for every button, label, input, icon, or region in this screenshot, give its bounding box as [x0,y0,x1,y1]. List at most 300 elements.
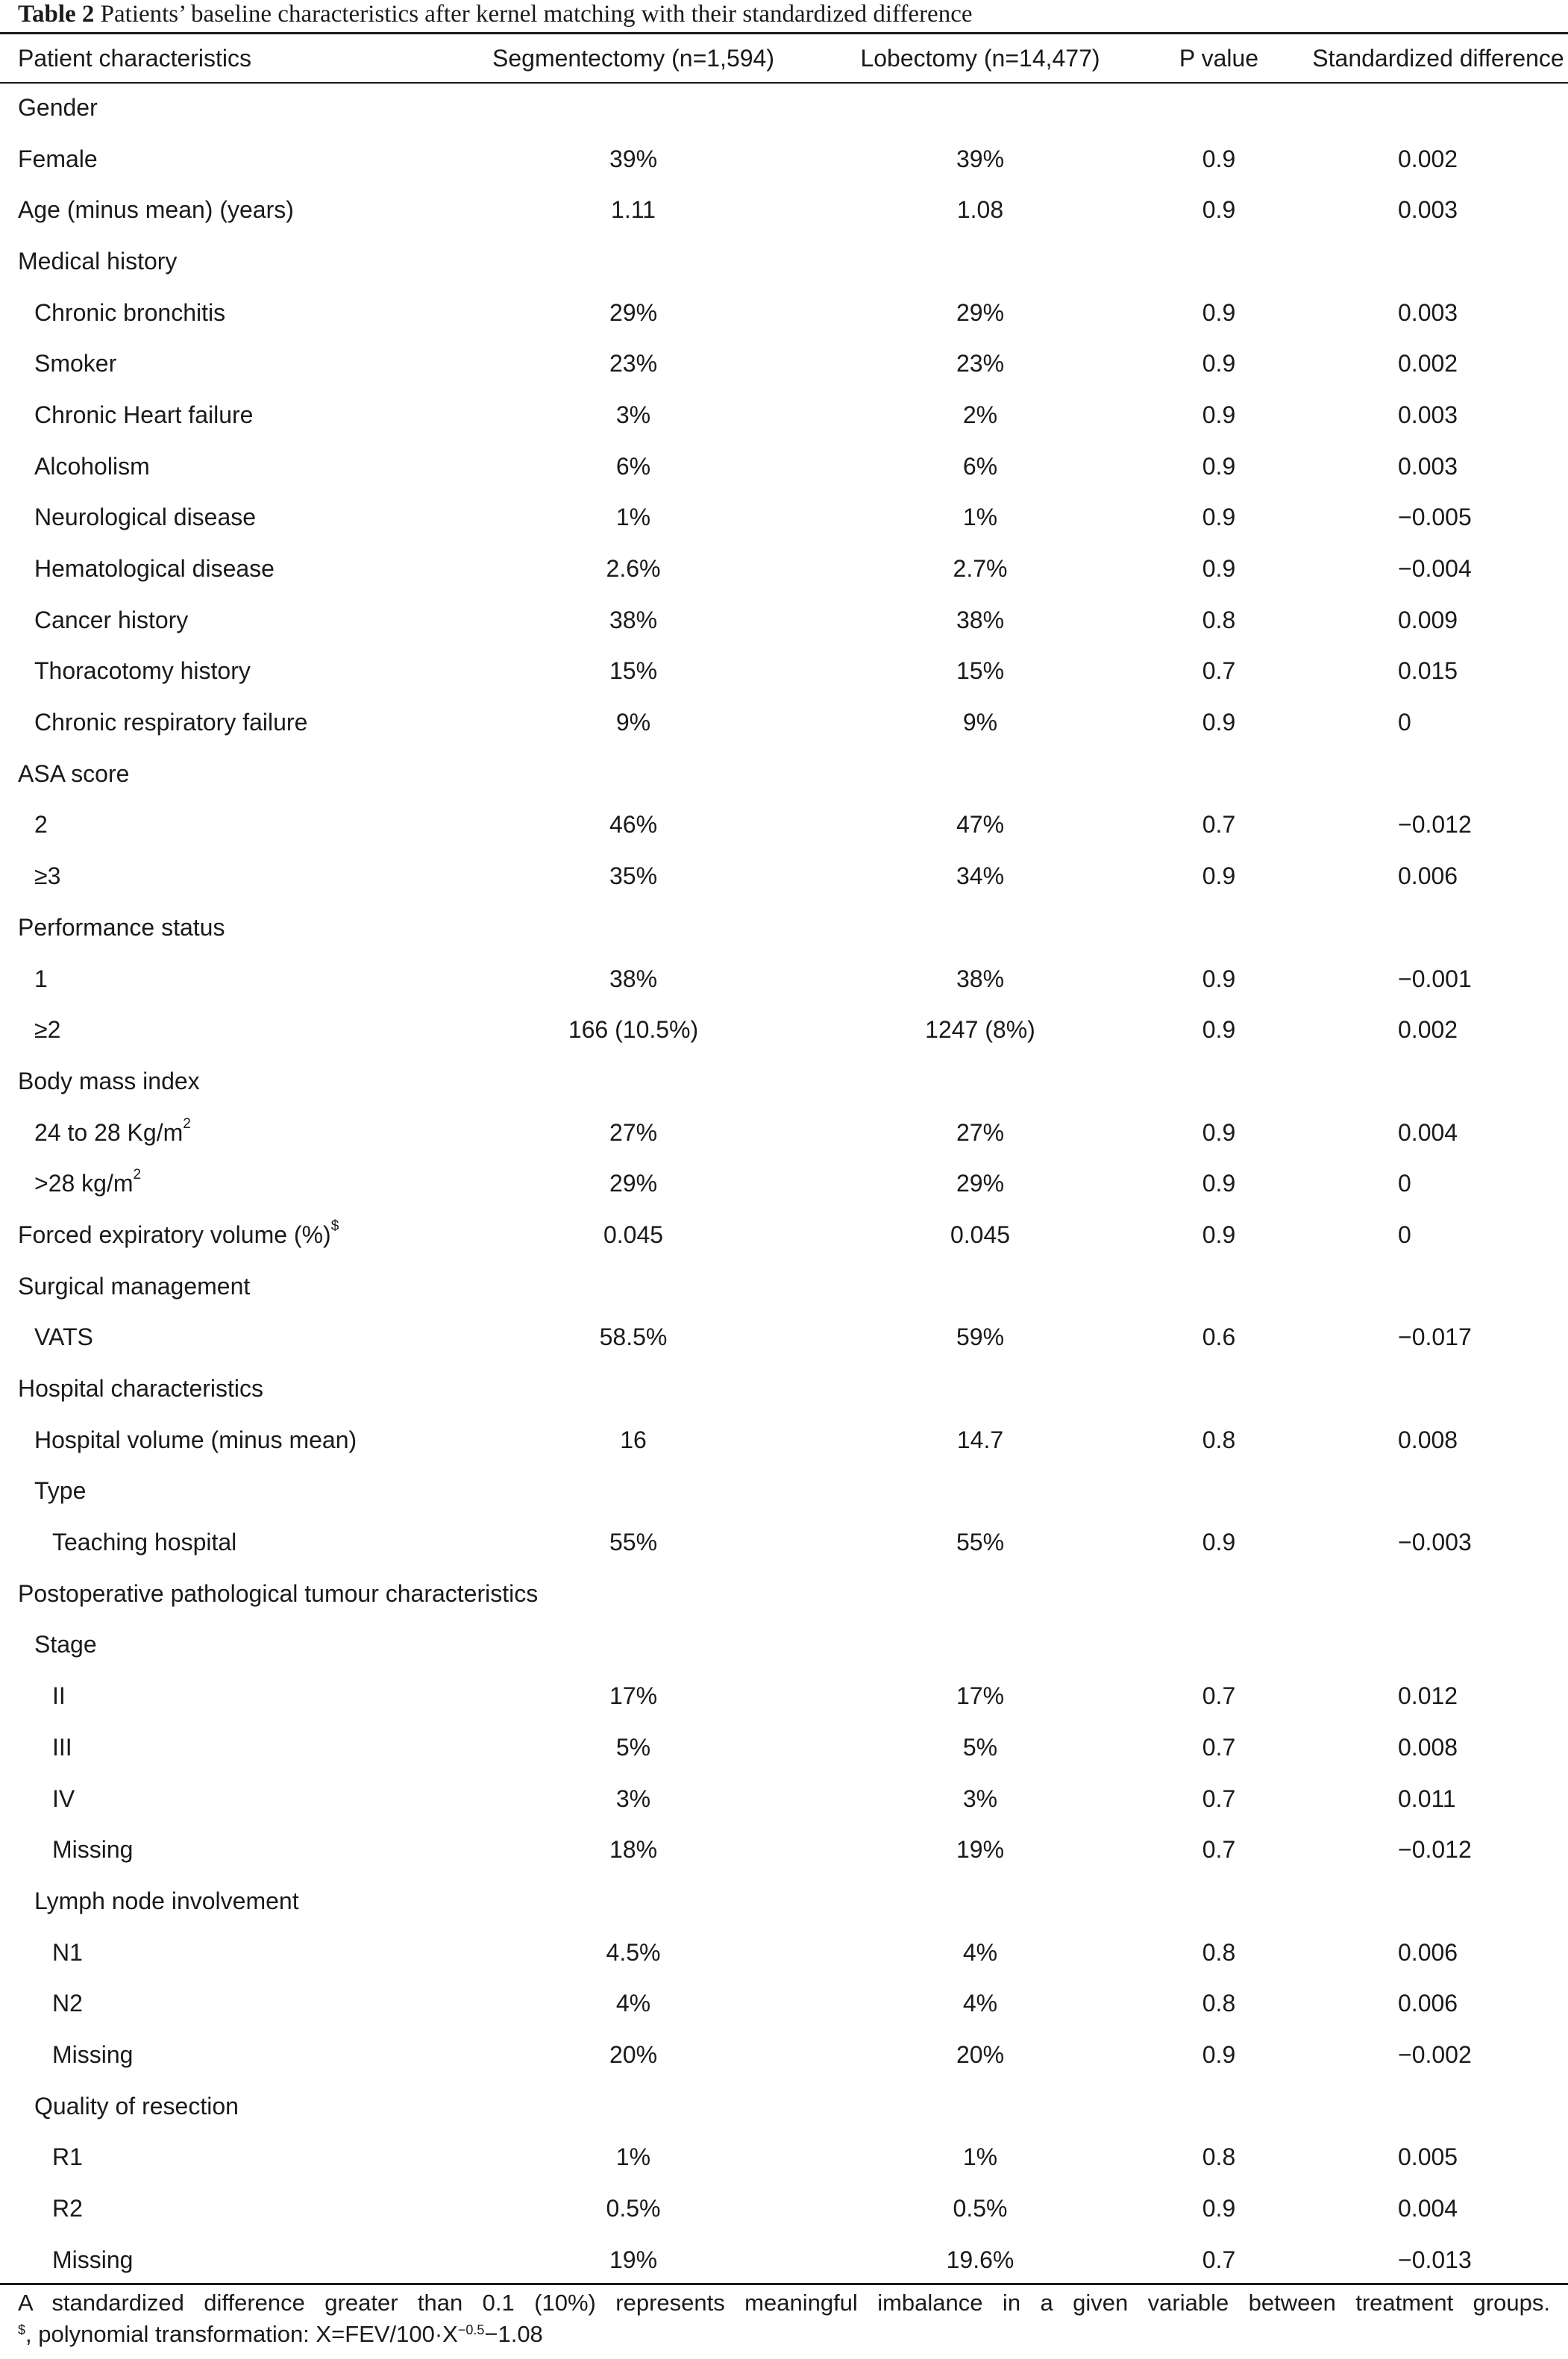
row-label [0,236,436,287]
header-standardized-difference: Standardized difference [1312,44,1564,72]
row-label [0,1927,436,1979]
p-value-cell: 0.9 [1202,1016,1236,1044]
lobectomy-cell [831,1056,1129,1107]
row-label-text: Stage [34,1631,97,1658]
row-label-text: Medical history [18,247,178,275]
p-value-cell: 0.9 [1202,1118,1236,1146]
lobectomy-cell: 39% [956,145,1005,172]
row-label-text: Chronic respiratory failure [34,709,308,736]
table-row [0,697,1568,748]
lobectomy-cell: 59% [956,1323,1005,1351]
p-value-cell: 0.9 [1202,298,1236,326]
segmentectomy-cell [436,236,831,287]
p-value-cell [1129,1056,1308,1107]
standardized-difference-cell: 0.002 [1398,1016,1458,1044]
table-row [0,134,1568,185]
segmentectomy-cell: 35% [609,862,658,890]
standardized-difference-cell: 0.002 [1398,145,1458,172]
segmentectomy-cell: 3% [615,401,651,428]
lobectomy-cell: 4% [962,1990,998,2017]
standardized-difference-cell: 0.003 [1398,452,1458,480]
row-label-text: Hematological disease [34,555,275,583]
row-label [0,850,436,902]
row-label [0,1670,436,1722]
p-value-cell [1129,748,1308,800]
table-row [0,850,1568,902]
lobectomy-cell [831,1620,1129,1671]
footnote-standardized-difference: A standardized difference greater than 0.1 (10%) represents meaningful imbalance in a given variable between treatment groups. [18,2290,1550,2316]
standardized-difference-cell: −0.012 [1398,811,1472,839]
p-value-cell: 0.9 [1202,1221,1236,1248]
p-value-cell: 0.8 [1202,1426,1236,1453]
row-label-text: Postoperative pathological tumour characteristics [18,1579,539,1607]
segmentectomy-cell [436,1466,831,1517]
row-label [0,595,436,646]
row-label [0,134,436,185]
lobectomy-cell: 1.08 [956,196,1004,224]
table-row [0,1261,1568,1312]
row-label-text: ≥3 [34,862,61,890]
row-label [0,287,436,339]
table-row [0,1670,1568,1722]
p-value-cell: 0.7 [1202,657,1236,685]
standardized-difference-cell [1308,902,1568,953]
lobectomy-cell: 29% [956,298,1005,326]
lobectomy-cell: 38% [956,965,1005,992]
table-row [0,236,1568,287]
row-label-text: Missing [52,2040,134,2068]
standardized-difference-cell [1308,1261,1568,1312]
lobectomy-cell: 2% [962,401,998,428]
p-value-cell [1129,902,1308,953]
standardized-difference-cell: 0.005 [1398,2143,1458,2171]
segmentectomy-cell: 29% [609,298,658,326]
table-body [0,82,1568,2286]
table-header-row [0,34,1568,82]
footnote-text-end: −1.08 [484,2321,543,2347]
segmentectomy-cell: 2.6% [606,555,661,583]
standardized-difference-cell: 0.003 [1398,196,1458,224]
row-label [0,1876,436,1927]
lobectomy-cell: 27% [956,1118,1005,1146]
lobectomy-cell: 4% [962,1938,998,1966]
p-value-cell: 0.7 [1202,1785,1236,1812]
row-label-text: Gender [18,93,98,121]
lobectomy-cell: 19% [956,1836,1005,1864]
row-label-text: VATS [34,1323,93,1351]
lobectomy-cell: 1247 (8%) [925,1016,1035,1044]
table-row [0,441,1568,492]
lobectomy-cell [831,902,1129,953]
row-label [0,697,436,748]
p-value-cell: 0.8 [1202,606,1236,633]
row-label-text: Alcoholism [34,452,150,480]
segmentectomy-cell: 5% [615,1733,651,1761]
footnote-marker: $ [18,2322,26,2337]
row-label-text: Quality of resection [34,2092,239,2120]
segmentectomy-cell: 23% [609,350,658,377]
header-p-value: P value [1179,44,1259,72]
p-value-cell [1129,1568,1308,1620]
p-value-cell [1129,2081,1308,2132]
row-label [0,1773,436,1825]
segmentectomy-cell: 9% [615,709,651,736]
standardized-difference-cell: 0.006 [1398,1990,1458,2017]
row-label-text: >28 kg/m [34,1170,134,1197]
lobectomy-cell: 0.045 [950,1221,1011,1248]
p-value-cell: 0.9 [1202,1529,1236,1556]
table-row [0,902,1568,953]
table-row [0,1927,1568,1979]
segmentectomy-cell: 166 (10.5%) [568,1016,699,1044]
table-row [0,646,1568,698]
p-value-cell: 0.9 [1202,350,1236,377]
table-row [0,800,1568,851]
row-label [0,953,436,1005]
segmentectomy-cell: 55% [609,1529,658,1556]
standardized-difference-cell [1308,1466,1568,1517]
header-patient-characteristics: Patient characteristics [18,44,252,72]
segmentectomy-cell [436,748,831,800]
table-row [0,1209,1568,1261]
row-label [0,1107,436,1159]
p-value-cell: 0.7 [1202,811,1236,839]
segmentectomy-cell: 1% [615,2143,651,2171]
p-value-cell: 0.9 [1202,1170,1236,1197]
p-value-cell [1129,1466,1308,1517]
row-label [0,646,436,698]
table-row [0,1517,1568,1568]
lobectomy-cell: 14.7 [956,1426,1004,1453]
row-label [0,1209,436,1261]
row-label [0,1004,436,1056]
table-row [0,2132,1568,2184]
row-label-text: Performance status [18,913,225,941]
footnote-polynomial-transformation [18,2319,1550,2350]
segmentectomy-cell: 0.045 [603,1221,664,1248]
lobectomy-cell: 3% [962,1785,998,1812]
p-value-cell: 0.8 [1202,1938,1236,1966]
standardized-difference-cell: −0.004 [1398,555,1472,583]
table-row [0,1978,1568,2029]
standardized-difference-cell: 0.003 [1398,298,1458,326]
standardized-difference-cell: 0.003 [1398,401,1458,428]
segmentectomy-cell: 4% [615,1990,651,2017]
lobectomy-cell [831,1466,1129,1517]
lobectomy-cell [831,82,1129,134]
standardized-difference-cell: −0.013 [1398,2246,1472,2273]
standardized-difference-cell: −0.002 [1398,2040,1472,2068]
p-value-cell: 0.9 [1202,2195,1236,2222]
segmentectomy-cell: 3% [615,1785,651,1812]
segmentectomy-cell: 19% [609,2246,658,2273]
p-value-cell [1129,1363,1308,1415]
standardized-difference-cell: 0.006 [1398,1938,1458,1966]
segmentectomy-cell: 17% [609,1682,658,1710]
table-row [0,338,1568,389]
p-value-cell: 0.6 [1202,1323,1236,1351]
p-value-cell [1129,1620,1308,1671]
row-label-text: R2 [52,2195,83,2222]
row-label-text: ASA score [18,759,130,787]
footnote-exponent: −0.5 [457,2322,485,2337]
row-label [0,2234,436,2286]
lobectomy-cell [831,1261,1129,1312]
lobectomy-cell: 17% [956,1682,1005,1710]
row-label [0,1466,436,1517]
row-label-text: Teaching hospital [52,1529,237,1556]
table-row [0,1466,1568,1517]
p-value-cell: 0.7 [1202,1836,1236,1864]
header-segmentectomy: Segmentectomy (n=1,594) [492,44,774,72]
row-label [0,184,436,236]
segmentectomy-cell [436,1363,831,1415]
segmentectomy-cell [436,1056,831,1107]
row-label [0,748,436,800]
lobectomy-cell [831,1568,1129,1620]
row-label-superscript: 2 [133,1167,142,1183]
row-label [0,543,436,595]
row-label-text: Smoker [34,350,117,377]
p-value-cell: 0.9 [1202,965,1236,992]
table-row [0,287,1568,339]
lobectomy-cell: 19.6% [946,2246,1015,2273]
lobectomy-cell: 1% [962,2143,998,2171]
standardized-difference-cell [1308,82,1568,134]
row-label [0,2029,436,2081]
standardized-difference-cell: −0.017 [1398,1323,1472,1351]
segmentectomy-cell: 15% [609,657,658,685]
row-label-text: 2 [34,811,48,839]
lobectomy-cell: 20% [956,2040,1005,2068]
p-value-cell: 0.9 [1202,145,1236,172]
standardized-difference-cell: 0.015 [1398,657,1458,685]
table-bottom-rule [0,2283,1568,2285]
p-value-cell [1129,236,1308,287]
lobectomy-cell [831,1363,1129,1415]
row-label-text: Chronic bronchitis [34,298,226,326]
segmentectomy-cell: 20% [609,2040,658,2068]
lobectomy-cell: 29% [956,1170,1005,1197]
table-row [0,748,1568,800]
segmentectomy-cell [436,2081,831,2132]
table-row [0,1312,1568,1364]
table-row [0,1158,1568,1209]
p-value-cell: 0.9 [1202,555,1236,583]
row-label-text: Body mass index [18,1067,200,1094]
segmentectomy-cell: 16 [620,1426,647,1453]
standardized-difference-cell: 0.009 [1398,606,1458,633]
standardized-difference-cell: 0.012 [1398,1682,1458,1710]
standardized-difference-cell: −0.001 [1398,965,1472,992]
row-label-text: Lymph node involvement [34,1887,299,1914]
standardized-difference-cell: 0.008 [1398,1733,1458,1761]
lobectomy-cell: 6% [962,452,998,480]
table-row [0,2234,1568,2286]
row-label [0,1056,436,1107]
row-label-text: Thoracotomy history [34,657,251,685]
segmentectomy-cell: 0.5% [606,2195,661,2222]
row-label-text: ≥2 [34,1016,61,1044]
row-label-text: Type [34,1477,87,1505]
row-label [0,1568,539,1620]
table-row [0,1876,1568,1927]
segmentectomy-cell: 29% [609,1170,658,1197]
segmentectomy-cell: 58.5% [599,1323,668,1351]
row-label-text: Hospital characteristics [18,1375,263,1403]
row-label [0,2132,436,2184]
segmentectomy-cell: 38% [609,606,658,633]
row-label-text: Missing [52,1836,134,1864]
standardized-difference-cell: 0.006 [1398,862,1458,890]
standardized-difference-cell [1308,236,1568,287]
p-value-cell: 0.8 [1202,1990,1236,2017]
table-row [0,82,1568,134]
table-row [0,1363,1568,1415]
p-value-cell: 0.9 [1202,709,1236,736]
standardized-difference-cell: 0.011 [1398,1785,1456,1812]
p-value-cell [1129,82,1308,134]
table-caption-text: Patients’ baseline characteristics after kernel matching with their standardized difference [100,1,973,28]
segmentectomy-cell: 46% [609,811,658,839]
lobectomy-cell: 55% [956,1529,1005,1556]
segmentectomy-cell: 39% [609,145,658,172]
standardized-difference-cell: −0.005 [1398,504,1472,531]
table-row [0,1773,1568,1825]
row-label-text: Hospital volume (minus mean) [34,1426,357,1453]
header-lobectomy: Lobectomy (n=14,477) [860,44,1100,72]
lobectomy-cell: 5% [962,1733,998,1761]
lobectomy-cell: 23% [956,350,1005,377]
table-row [0,1415,1568,1466]
table-row [0,1824,1568,1876]
segmentectomy-cell: 38% [609,965,658,992]
lobectomy-cell: 15% [956,657,1005,685]
row-label-text: N2 [52,1990,83,2017]
table-row [0,1107,1568,1159]
row-label [0,2081,436,2132]
row-label-text: II [52,1682,66,1710]
standardized-difference-cell: 0.004 [1398,1118,1458,1146]
row-label [0,800,436,851]
p-value-cell: 0.7 [1202,2246,1236,2273]
row-label-superscript: 2 [183,1115,191,1132]
table-row [0,2081,1568,2132]
table-row [0,1620,1568,1671]
table-caption [18,0,1555,31]
lobectomy-cell: 2.7% [953,555,1008,583]
row-label-text: IV [52,1785,75,1812]
row-label-text: Neurological disease [34,504,257,531]
table-row [0,389,1568,441]
row-label [0,1824,436,1876]
table-row [0,184,1568,236]
table-row [0,2183,1568,2234]
baseline-characteristics-table [0,34,1568,2286]
standardized-difference-cell [1308,1363,1568,1415]
row-label [0,902,436,953]
segmentectomy-cell [436,82,831,134]
standardized-difference-cell [1308,1056,1568,1107]
standardized-difference-cell: 0 [1398,1221,1411,1248]
row-label [0,389,436,441]
standardized-difference-cell [1308,2081,1568,2132]
row-label-superscript: $ [330,1218,339,1234]
row-label-text: Age (minus mean) (years) [18,196,294,224]
row-label-text: Chronic Heart failure [34,401,254,428]
lobectomy-cell: 1% [962,504,998,531]
segmentectomy-cell: 1% [615,504,651,531]
lobectomy-cell: 9% [962,709,998,736]
standardized-difference-cell: 0.008 [1398,1426,1458,1453]
row-label-text: Forced expiratory volume (%) [18,1221,331,1248]
lobectomy-cell: 38% [956,606,1005,633]
lobectomy-cell [831,748,1129,800]
standardized-difference-cell: 0.002 [1398,350,1458,377]
segmentectomy-cell [436,1620,831,1671]
segmentectomy-cell [436,1876,831,1927]
p-value-cell: 0.9 [1202,504,1236,531]
row-label [0,441,436,492]
row-label [0,1620,436,1671]
row-label [0,1517,436,1568]
row-label [0,1312,436,1364]
lobectomy-cell [831,1876,1129,1927]
row-label [0,1978,436,2029]
standardized-difference-cell [1308,1876,1568,1927]
row-label [0,1261,436,1312]
segmentectomy-cell: 18% [609,1836,658,1864]
row-label-text: Missing [52,2246,134,2273]
row-label-text: R1 [52,2143,83,2171]
p-value-cell: 0.9 [1202,196,1236,224]
standardized-difference-cell: 0 [1398,1170,1411,1197]
standardized-difference-cell [1308,1620,1568,1671]
table-row [0,1568,1568,1620]
table-row [0,595,1568,646]
p-value-cell [1129,1261,1308,1312]
row-label [0,1415,436,1466]
segmentectomy-cell [436,902,831,953]
row-label-text: Female [18,145,98,172]
table-row [0,953,1568,1005]
standardized-difference-cell [1308,1568,1568,1620]
lobectomy-cell [831,236,1129,287]
p-value-cell: 0.7 [1202,1682,1236,1710]
row-label-text: N1 [52,1938,83,1966]
row-label [0,1722,436,1773]
segmentectomy-cell [436,1261,831,1312]
lobectomy-cell [831,2081,1129,2132]
p-value-cell: 0.9 [1202,2040,1236,2068]
p-value-cell [1129,1876,1308,1927]
row-label [0,338,436,389]
row-label [0,1158,436,1209]
table-row [0,1056,1568,1107]
footnote-text: , polynomial transformation: X=FEV/100·X [25,2321,458,2347]
lobectomy-cell: 34% [956,862,1005,890]
lobectomy-cell: 47% [956,811,1005,839]
p-value-cell: 0.9 [1202,452,1236,480]
table-caption-label: Table 2 [18,1,95,28]
row-label-text: 1 [34,965,48,992]
row-label [0,2183,436,2234]
standardized-difference-cell: 0.004 [1398,2195,1458,2222]
standardized-difference-cell [1308,748,1568,800]
segmentectomy-cell: 27% [609,1118,658,1146]
row-label [0,492,436,544]
standardized-difference-cell: −0.012 [1398,1836,1472,1864]
